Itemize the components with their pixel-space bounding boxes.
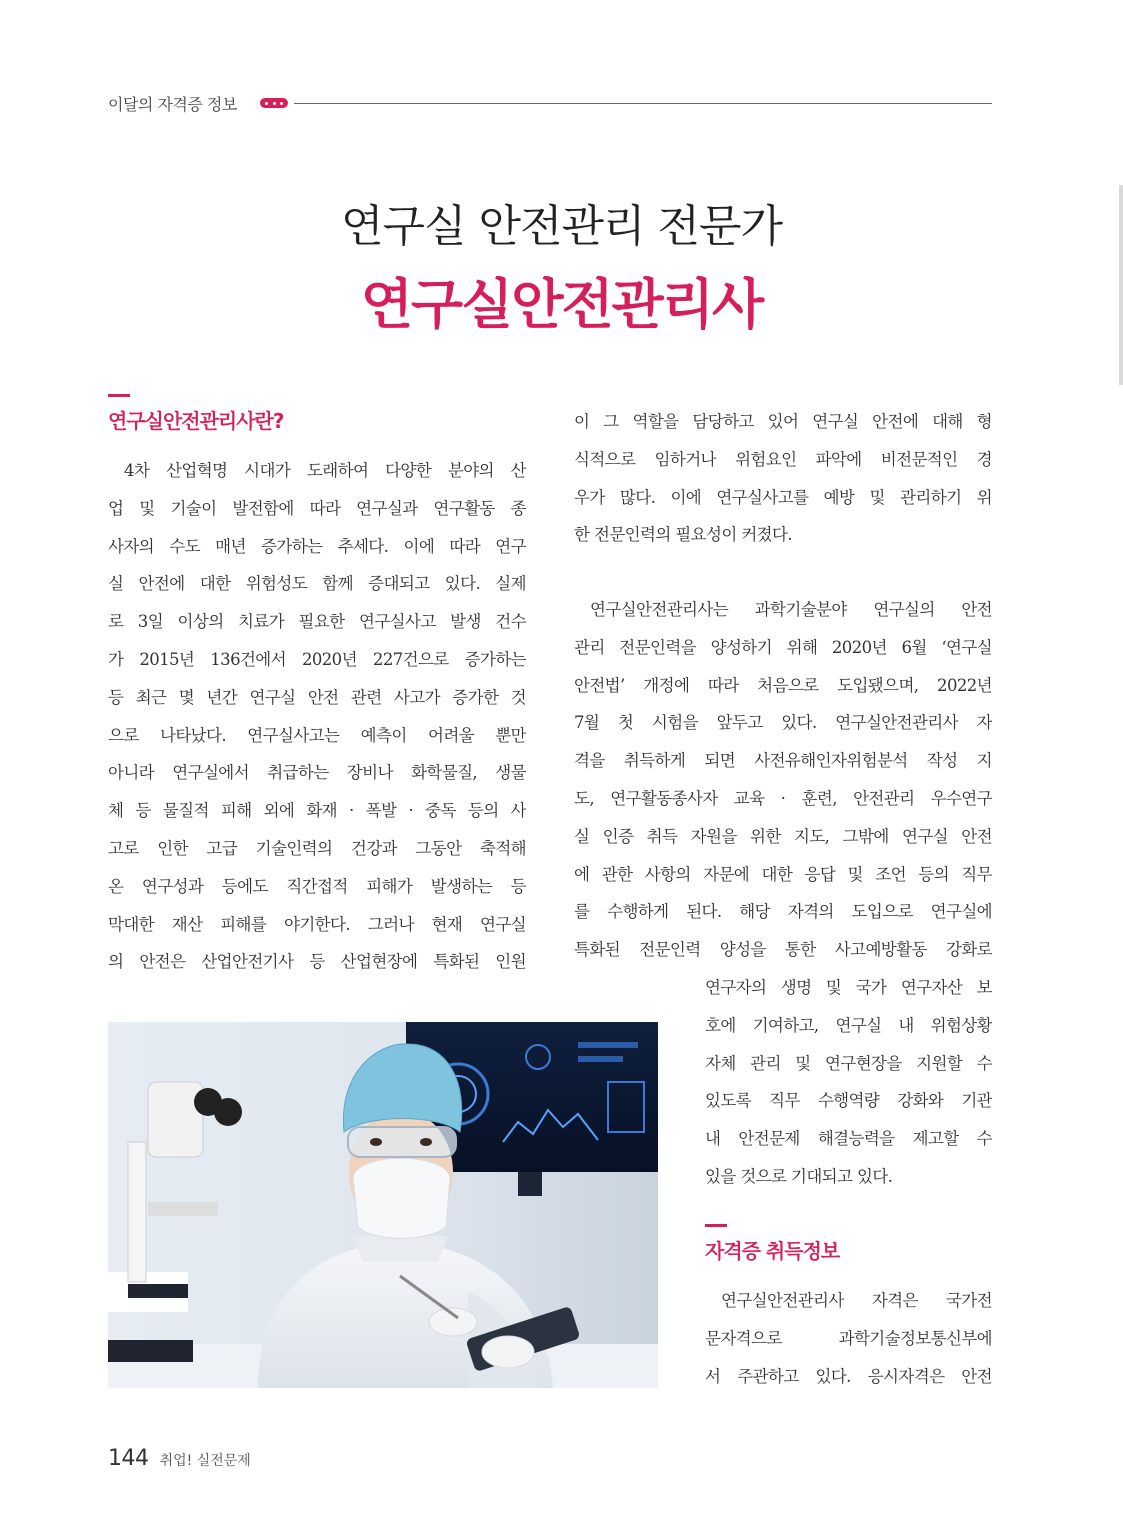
lab-researcher-photo	[108, 1022, 658, 1388]
section-heading-1	[108, 394, 283, 434]
col2-paragraph-2-continued: 연구자의 생명 및 국가 연구자산 보 호에 기여하고, 연구실 내 위험상황 자체 관리 및 연구현장을 지원할 수 있도록 직무 수행역량 강화와 기관 내 안전문제 해결능력을 제고할 수 있을 것으로 기대되고 있다.	[705, 978, 992, 1186]
footer-label: 취업! 실전문제	[159, 1453, 251, 1469]
section-accent-bar	[108, 394, 130, 397]
running-header	[108, 92, 992, 116]
header-rule	[294, 103, 992, 104]
page-number: 144	[108, 1446, 149, 1471]
col2-paragraph-2: 연구실안전관리사는 과학기술분야 연구실의 안전 관리 전문인력을 양성하기 위해 2020년 6월 ‘연구실 안전법’ 개정에 따라 처음으로 도입됐으며, 2022년 7월 첫 시험을 앞두고 있다. 연구실안전관리사 자 격을 취득하게 되면 사전유해인자위험분석 작성 지 도, 연구활동종사자 교육 · 훈련, 안전관리 우수연구 실 인증 취득 자원을 위한 지도, 그밖에 연구실 안전 에 관한 사항의 자문에 대한 응답 및 조언 등의 직무 를 수행하게 된다. 해당 자격의 도입으로 연구실에 특화된 전문인력 양성을 통한 사고예방활동 강화로	[574, 600, 992, 960]
dots-ornament-icon	[260, 98, 288, 108]
section-heading-text: 자격증 취득정보	[705, 1239, 840, 1263]
section-label: 이달의 자격증 정보	[108, 95, 237, 114]
section-accent-bar	[705, 1224, 727, 1227]
section1-paragraph: 4차 산업혁명 시대가 도래하여 다양한 분야의 산 업 및 기술이 발전함에 따라 연구실과 연구활동 종 사자의 수도 매년 증가하는 추세다. 이에 따라 연구 실 안전에 대한 위험성도 함께 증대되고 있다. 실제 로 3일 이상의 치료가 필요한 연구실사고 발생 건수 가 2015년 136건에서 2020년 227건으로 증가하는 등 최근 몇 년간 연구실 안전 관련 사고가 증가한 것 으로 나타났다. 연구실사고는 예측이 어려울 뿐만 아니라 연구실에서 취급하는 장비나 화학물질, 생물 체 등 물질적 피해 외에 화재 · 폭발 · 중독 등의 사 고로 인한 고급 기술인력의 건강과 그동안 축적해 온 연구성과 등에도 직간접적 피해가 발생하는 등 막대한 재산 피해를 야기한다. 그러나 현재 연구실 의 안전은 산업안전기사 등 산업현장에 특화된 인원	[108, 461, 526, 972]
page-footer	[108, 1446, 251, 1471]
page-title: 연구실안전관리사	[360, 273, 763, 336]
section-heading-2	[705, 1224, 839, 1264]
section2-paragraph: 연구실안전관리사 자격은 국가전 문자격으로 과학기술정보통신부에 서 주관하고 있다. 응시자격은 안전	[705, 1291, 992, 1386]
section-heading-text: 연구실안전관리사란?	[108, 409, 284, 433]
page-subtitle: 연구실 안전관리 전문가	[340, 201, 782, 252]
col2-paragraph-1: 이 그 역할을 담당하고 있어 연구실 안전에 대해 형 식적으로 임하거나 위험요인 파악에 비전문적인 경 우가 많다. 이에 연구실사고를 예방 및 관리하기 위 한 전문인력의 필요성이 커졌다.	[574, 412, 992, 545]
